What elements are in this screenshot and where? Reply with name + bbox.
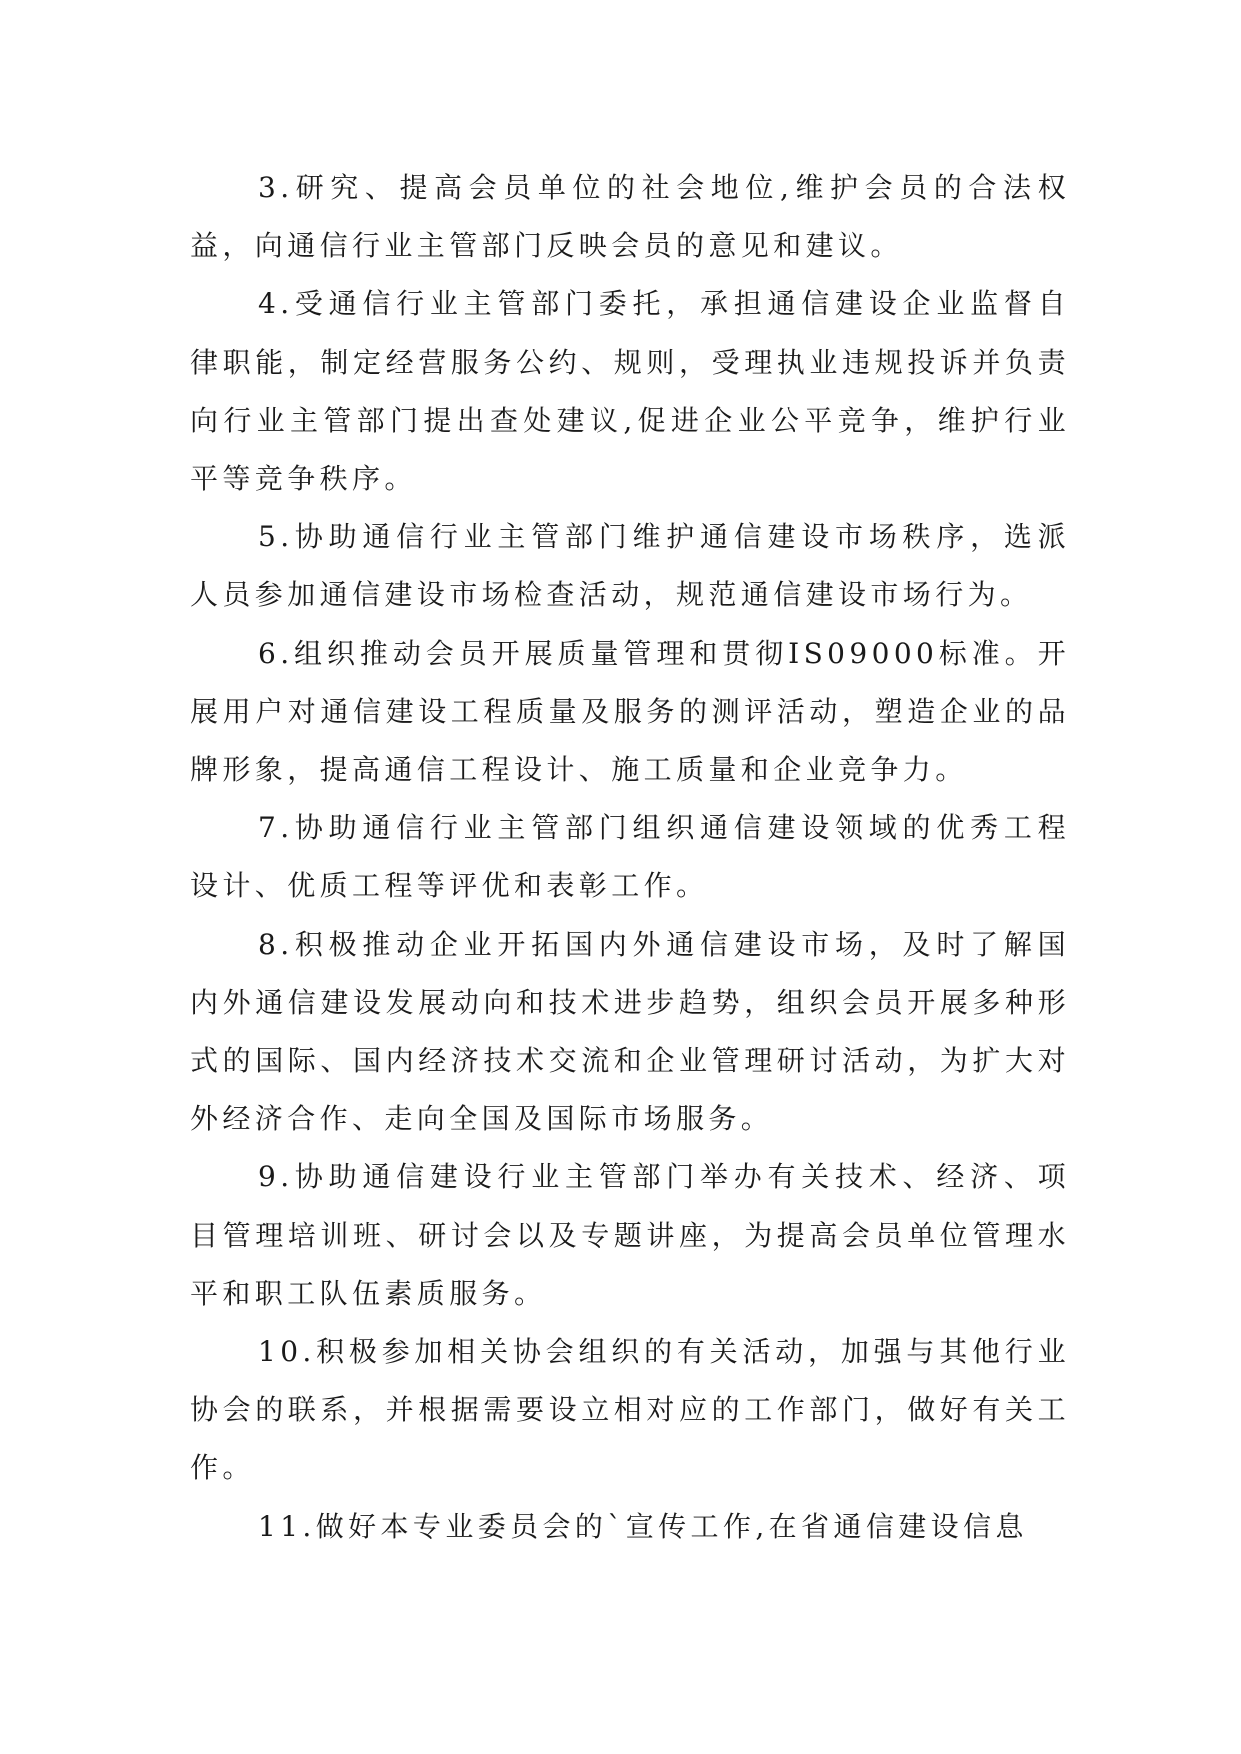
paragraph-item-8: 8.积极推动企业开拓国内外通信建设市场，及时了解国内外通信建设发展动向和技术进步趋势，组织会员开展多种形式的国际、国内经济技术交流和企业管理研讨活动，为扩大对外经济合作、走向全国及国际市场服务。 — [190, 927, 1070, 1136]
paragraph-item-4: 4.受通信行业主管部门委托，承担通信建设企业监督自律职能，制定经营服务公约、规则，受理执业违规投诉并负责向行业主管部门提出查处建议,促进企业公平竞争，维护行业平等竞争秩序。 — [190, 287, 1070, 496]
paragraph-item-11: 11.做好本专业委员会的`宣传工作,在省通信建设信息 — [258, 1509, 1028, 1543]
paragraph-item-5: 5.协助通信行业主管部门维护通信建设市场秩序，选派人员参加通信建设市场检查活动，规范通信建设市场行为。 — [190, 520, 1070, 612]
paragraph-item-7: 7.协助通信行业主管部门组织通信建设领域的优秀工程设计、优质工程等评优和表彰工作。 — [190, 811, 1070, 903]
paragraph-item-6: 6.组织推动会员开展质量管理和贯彻IS09000标准。开展用户对通信建设工程质量及服务的测评活动，塑造企业的品牌形象，提高通信工程设计、施工质量和企业竞争力。 — [190, 636, 1070, 787]
paragraph-item-10: 10.积极参加相关协会组织的有关活动，加强与其他行业协会的联系，并根据需要设立相对应的工作部门，做好有关工作。 — [190, 1335, 1070, 1485]
paragraph-item-3: 3.研究、提高会员单位的社会地位,维护会员的合法权益，向通信行业主管部门反映会员的意见和建议。 — [190, 171, 1070, 263]
document-body — [190, 159, 1070, 1556]
paragraph-item-9: 9.协助通信建设行业主管部门举办有关技术、经济、项目管理培训班、研讨会以及专题讲座，为提高会员单位管理水平和职工队伍素质服务。 — [190, 1160, 1070, 1310]
